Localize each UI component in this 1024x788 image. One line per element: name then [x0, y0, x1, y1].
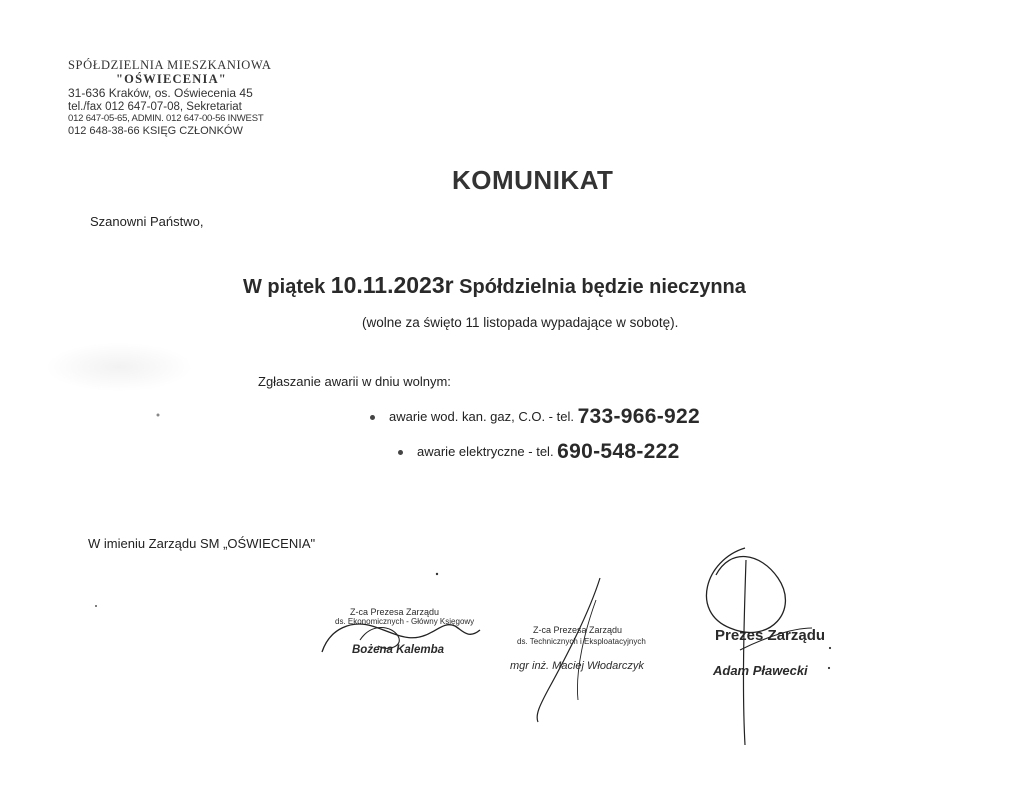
contact-label: awarie wod. kan. gaz, C.O. - tel.	[389, 409, 578, 424]
signature-2-name: mgr inż. Maciej Włodarczyk	[510, 660, 644, 672]
signature-1-loop	[360, 628, 399, 649]
org-phone-2: 012 647-05-65, ADMIN. 012 647-00-56 INWEST	[68, 112, 264, 124]
signature-3-name: Adam Pławecki	[713, 663, 808, 678]
contact-label: awarie elektryczne - tel.	[417, 444, 558, 459]
signature-2-stroke	[537, 578, 600, 722]
contact-phone: 733-966-922	[577, 405, 700, 428]
org-name: SPÓŁDZIELNIA MIESZKANIOWA	[68, 58, 272, 72]
signature-1-name: Bożena Kalemba	[352, 644, 445, 656]
signature-3-tail	[740, 628, 812, 650]
signature-1-stroke	[322, 624, 480, 652]
org-phone-3: 012 648-38-66 KSIĘG CZŁONKÓW	[68, 124, 243, 137]
headline-date: 10.11.2023r	[330, 272, 454, 298]
signature-3-role: Prezes Zarządu	[715, 627, 826, 644]
org-name-quoted: "OŚWIECENIA"	[116, 72, 227, 87]
org-address: 31-636 Kraków, os. Oświecenia 45	[68, 85, 253, 100]
org-phone: tel./fax 012 647-07-08, Sekretariat	[68, 100, 242, 113]
signature-1-dept: ds. Ekonomicznych - Główny Księgowy	[335, 617, 475, 626]
headline-prefix: W piątek	[243, 276, 331, 298]
signature-1-role: Z-ca Prezesa Zarządu	[350, 607, 440, 617]
signature-3-vertical	[743, 560, 746, 745]
report-intro: Zgłaszanie awarii w dniu wolnym:	[258, 374, 451, 389]
greeting: Szanowni Państwo,	[90, 214, 204, 229]
headline-suffix: Spółdzielnia będzie nieczynna	[453, 276, 746, 298]
signature-2-dept: ds. Technicznych i Eksploatacyjnych	[517, 637, 646, 646]
holiday-note: (wolne za święto 11 listopada wypadające w sobotę).	[362, 315, 679, 330]
document-title: KOMUNIKAT	[452, 165, 614, 195]
signoff: W imieniu Zarządu SM „OŚWIECENIA"	[88, 536, 316, 551]
contact-phone: 690-548-222	[557, 440, 680, 463]
signature-2-role: Z-ca Prezesa Zarządu	[533, 625, 623, 635]
signature-2-stroke-b	[577, 600, 596, 700]
